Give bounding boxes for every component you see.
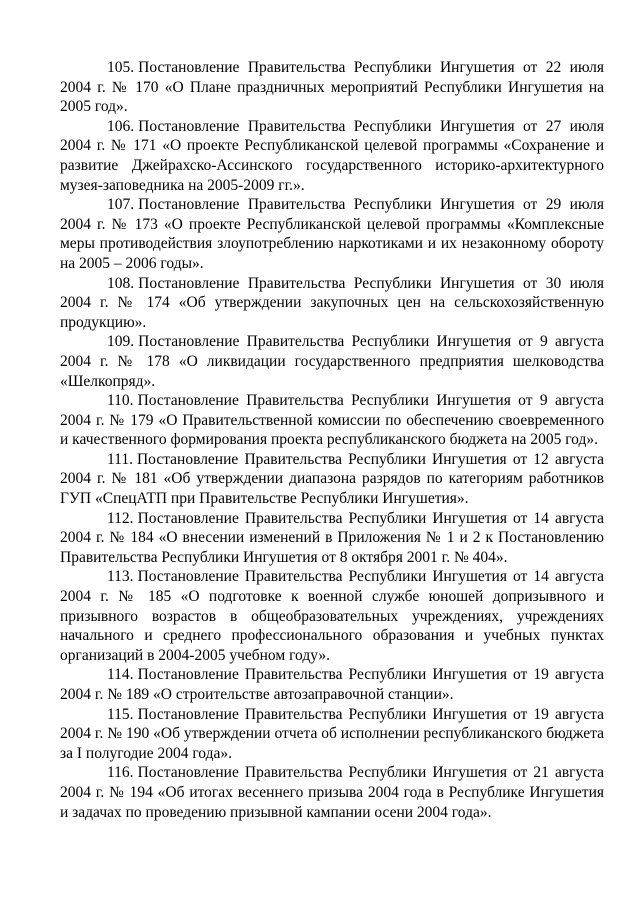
item-text: Постановление Правительства Республики Ингушетия от 9 августа 2004 г. № 179 «О Правительственной комиссии по обеспечению своевременного и качественного формирования проекта республиканского бюджета на 2005 год». xyxy=(60,392,604,449)
list-item-113 xyxy=(60,567,604,665)
list-item-116 xyxy=(60,763,604,822)
item-number: 112. xyxy=(107,509,134,527)
item-number: 110. xyxy=(107,392,134,410)
item-text: Постановление Правительства Республики Ингушетия от 19 августа 2004 г. № 190 «Об утверждении отчета об исполнении республиканского бюджета за I полугодие 2004 года». xyxy=(60,705,604,762)
item-number: 108. xyxy=(107,274,135,292)
item-number: 113. xyxy=(107,568,134,586)
item-text: Постановление Правительства Республики Ингушетия от 14 августа 2004 г. № 185 «О подготовке к военной службе юношей допризывного и призывного возрастов в общеобразовательных учреждениях, учреждениях начального и среднего профессионального образования и учебных пунктах организаций в 2004-2005 учебном году». xyxy=(60,568,604,664)
item-number: 114. xyxy=(107,666,134,684)
item-text: Постановление Правительства Республики Ингушетия от 12 августа 2004 г. № 181 «Об утверждении диапазона разрядов по категориям работников ГУП «СпецАТП при Правительстве Республики Ингушетия». xyxy=(60,450,604,508)
item-number: 105. xyxy=(107,59,135,76)
item-number: 107. xyxy=(107,196,135,214)
list-item-112 xyxy=(60,509,604,568)
item-text: Постановление Правительства Республики Ингушетия от 21 августа 2004 г. № 194 «Об итогах весеннего призыва 2004 года в Республике Ингушетия и задачах по проведению призывной кампании осени 2004 года». xyxy=(60,764,604,821)
item-text: Постановление Правительства Республики Ингушетия от 9 августа 2004 г. № 178 «О ликвидации государственного предприятия шелководства «Шелкопряд». xyxy=(60,333,604,390)
item-number: 115. xyxy=(107,705,134,723)
item-number: 109. xyxy=(107,333,135,351)
item-text: Постановление Правительства Республики Ингушетия от 27 июля 2004 г. № 171 «О проекте Республиканской целевой программы «Сохранение и развитие Джейрахско-Ассинского государственного историко-архитектурного музея-заповедника на 2005-2009 гг.». xyxy=(60,117,604,194)
list-item-114 xyxy=(60,665,604,704)
item-text: Постановление Правительства Республики Ингушетия от 30 июля 2004 г. № 174 «Об утверждении закупочных цен на сельскохозяйственную продукцию». xyxy=(60,274,604,331)
item-text: Постановление Правительства Республики Ингушетия от 22 июля 2004 г. № 170 «О Плане праздничных мероприятий Республики Ингушетия на 2005 год». xyxy=(60,59,604,116)
list-item-108 xyxy=(60,274,604,333)
item-text: Постановление Правительства Республики Ингушетия от 29 июля 2004 г. № 173 «О проекте Республиканской целевой программы «Комплексные меры противодействия злоупотреблению наркотиками и их незаконному обороту на 2005 – 2006 годы». xyxy=(60,196,604,272)
list-item-105 xyxy=(60,58,604,117)
item-number: 111. xyxy=(107,450,133,468)
item-text: Постановление Правительства Республики Ингушетия от 14 августа 2004 г. № 184 «О внесении изменений в Приложения № 1 и 2 к Постановлению Правительства Республики Ингушетия от 8 октября 2001 г. № 404». xyxy=(60,509,604,566)
item-number: 106. xyxy=(107,117,135,135)
list-item-109 xyxy=(60,332,604,391)
item-text: Постановление Правительства Республики Ингушетия от 19 августа 2004 г. № 189 «О строительстве автозаправочной станции». xyxy=(60,666,604,703)
list-item-110 xyxy=(60,391,604,450)
list-item-107 xyxy=(60,195,604,273)
item-number: 116. xyxy=(107,764,134,782)
list-item-115 xyxy=(60,705,604,764)
list-item-111 xyxy=(60,450,604,509)
document-page xyxy=(60,58,604,822)
list-item-106 xyxy=(60,117,604,195)
